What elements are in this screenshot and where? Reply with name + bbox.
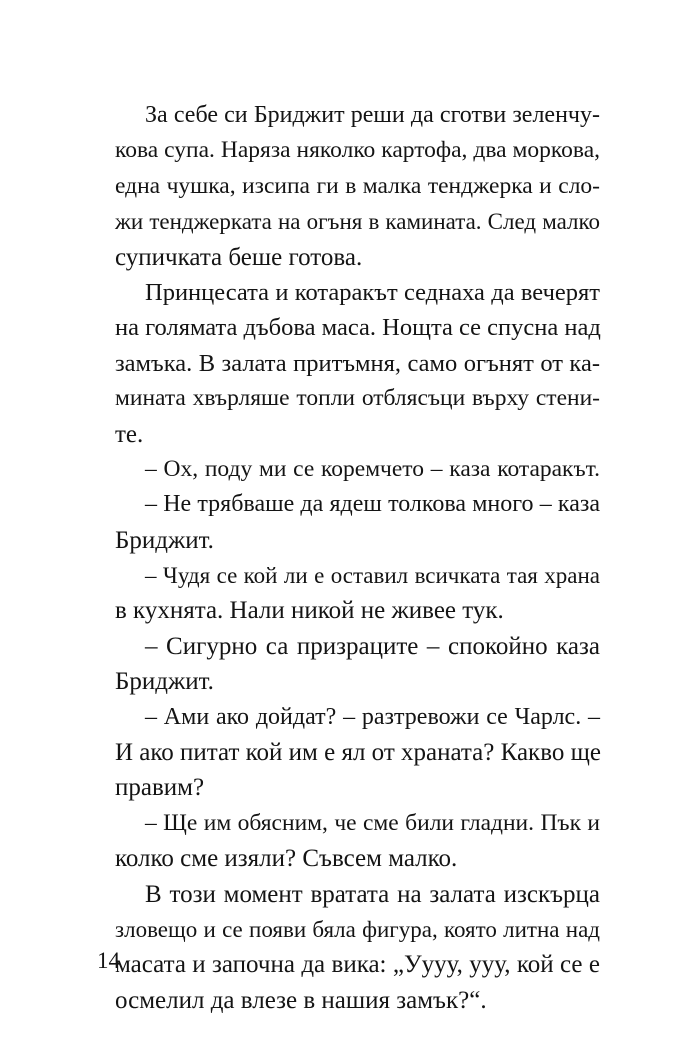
text-line: – Ами ако дойдат? – разтревожи се Чарлс. –: [145, 703, 600, 730]
text-line: – Сигурно са призраците – спокойно каза: [145, 632, 600, 660]
text-line: замъка. В залата притъмня, само огънят от ка-: [115, 349, 600, 377]
text-line: колко сме изяли? Съвсем малко.: [115, 845, 458, 873]
text-line: – Чудя се кой ли е оставил всичката тая храна: [145, 563, 600, 589]
text-line: И ако питат кой им е ял от храната? Какво ще: [115, 739, 601, 767]
text-line: Бриджит.: [115, 526, 214, 554]
text-line: мината хвърляше топли отблясъци върху стени-: [115, 385, 600, 412]
text-line: За себе си Бриджит реши да сготви зеленчу-: [145, 102, 600, 128]
text-line: жи тенджерката на огъня в камината. След малко: [115, 209, 600, 235]
text-line: В този момент вратата на залата изскърца: [145, 880, 600, 908]
page-text-block: [115, 98, 600, 1018]
text-line: – Ще им обясним, че сме били гладни. Пък и: [145, 809, 600, 836]
text-line: Принцесата и котаракът седнаха да вечерят: [145, 278, 600, 306]
text-line: Бриджит.: [115, 668, 214, 696]
text-line: в кухнята. Нали никой не живее тук.: [115, 597, 504, 625]
text-line: – Не трябваше да ядеш толкова много – каза: [145, 491, 600, 518]
text-line: правим?: [115, 774, 205, 802]
text-line: на голямата дъбова маса. Нощта се спусна над: [115, 314, 601, 342]
page-number: 14: [97, 948, 120, 973]
text-line: супичката беше готова.: [115, 243, 363, 271]
text-line: зловещо и се появи бяла фигура, която литна над: [115, 916, 600, 942]
text-line: те.: [115, 420, 144, 448]
text-line: една чушка, изсипа ги в малка тенджерка и сло-: [115, 172, 600, 199]
text-line: кова супа. Наряза няколко картофа, два моркова,: [115, 137, 600, 164]
text-line: масата и започна да вика: „Уууу, ууу, кой се е: [115, 951, 600, 979]
text-line: осмелил да влезе в нашия замък?“.: [115, 986, 487, 1014]
text-line: – Ох, поду ми се коремчето – каза котаракът.: [145, 455, 600, 482]
